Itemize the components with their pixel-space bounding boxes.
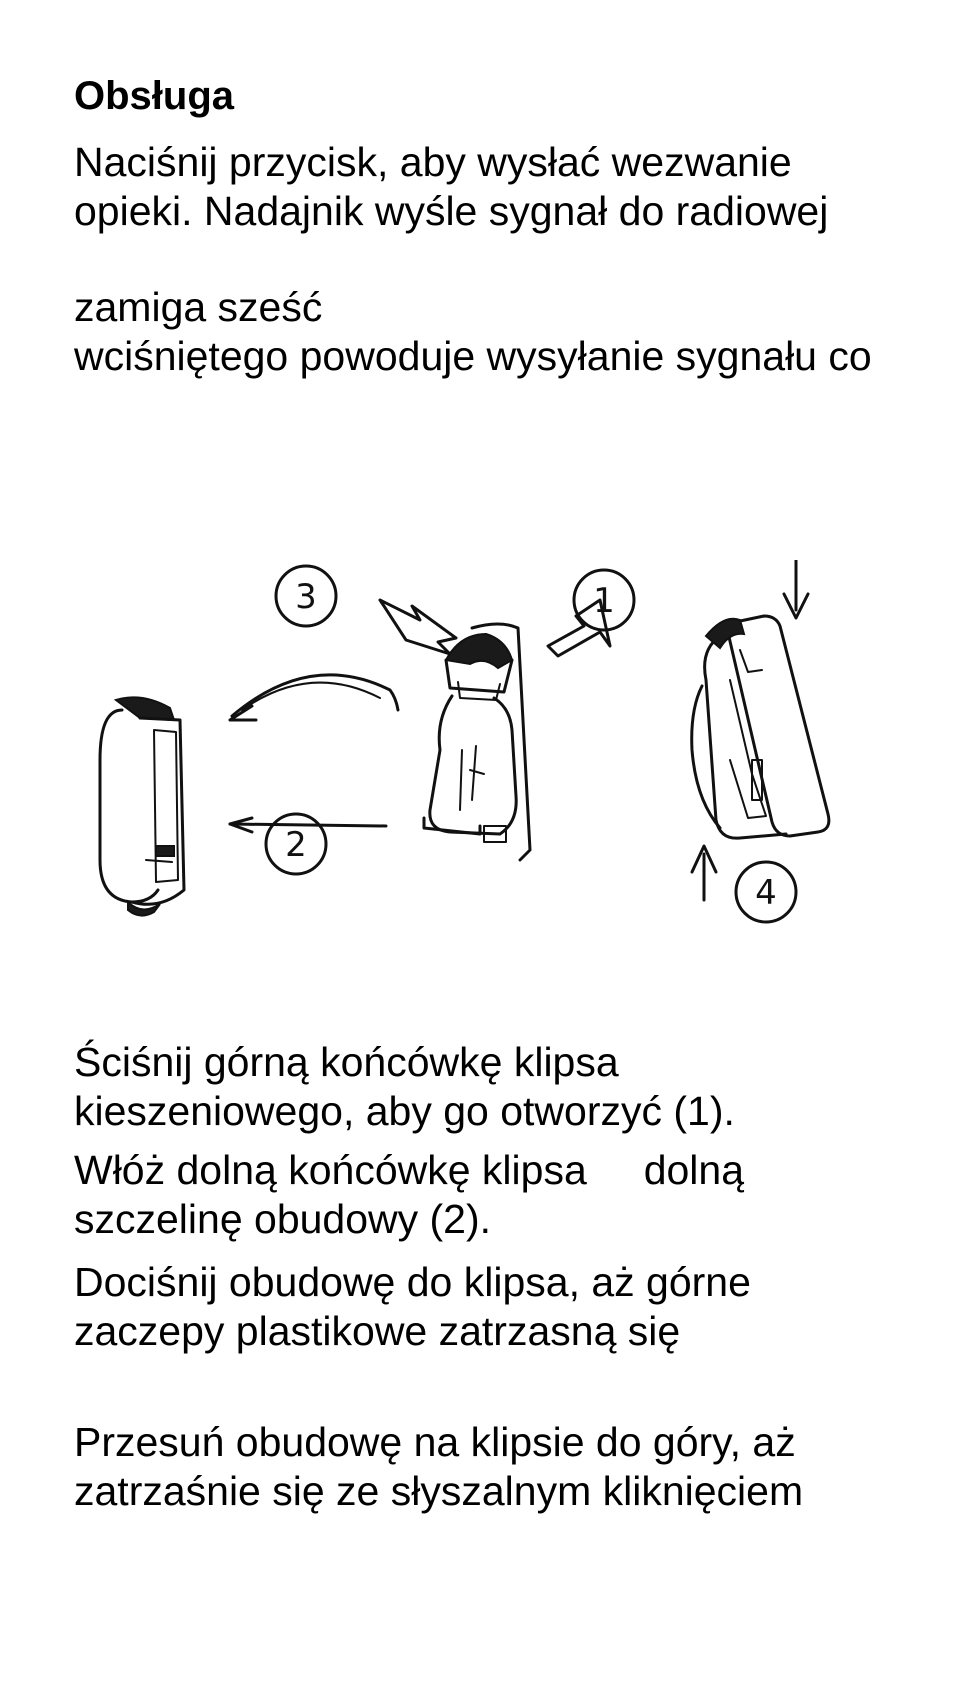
step-4-line-2: zatrzaśnie się ze słyszalnym kliknięciem [74, 1468, 804, 1514]
arrow-step-3 [230, 675, 398, 720]
assembled-device-drawing [692, 616, 829, 838]
svg-text:4: 4 [755, 873, 777, 913]
step-1-line-2: kieszeniowego, aby go otworzyć (1). [74, 1088, 735, 1134]
arrow-down-icon [784, 560, 808, 618]
svg-text:2: 2 [285, 825, 307, 865]
note-line-1: zamiga sześć [74, 284, 323, 330]
note-line-2: wciśniętego powoduje wysyłanie sygnału co [74, 333, 872, 379]
step-3-line-2: zaczepy plastikowe zatrzasną się [74, 1308, 681, 1354]
step-number-3 [276, 566, 336, 626]
step-1-line-1: Ściśnij górną końcówkę klipsa [74, 1039, 619, 1085]
intro-line-1: Naciśnij przycisk, aby wysłać wezwanie [74, 139, 792, 185]
device-housing-left-drawing [100, 697, 184, 915]
svg-text:1: 1 [593, 581, 615, 621]
arrow-step-2 [230, 818, 386, 832]
step-3-line-1: Dociśnij obudowę do klipsa, aż górne [74, 1259, 751, 1305]
step-2-line-2: szczelinę obudowy (2). [74, 1196, 492, 1242]
arrow-up-icon [692, 846, 716, 900]
step-2-line-1: Włóż dolną końcówkę klipsa dolną [74, 1147, 745, 1193]
step-4-line-1: Przesuń obudowę na klipsie do góry, aż [74, 1419, 796, 1465]
section-heading: Obsługa [74, 74, 235, 118]
step-number-2 [266, 814, 326, 874]
belt-clip-drawing [424, 624, 530, 860]
intro-line-2: opieki. Nadajnik wyśle sygnał do radiowej [74, 188, 829, 234]
step-number-4 [736, 862, 796, 922]
clip-assembly-illustration [80, 560, 910, 1020]
svg-text:3: 3 [295, 577, 317, 617]
